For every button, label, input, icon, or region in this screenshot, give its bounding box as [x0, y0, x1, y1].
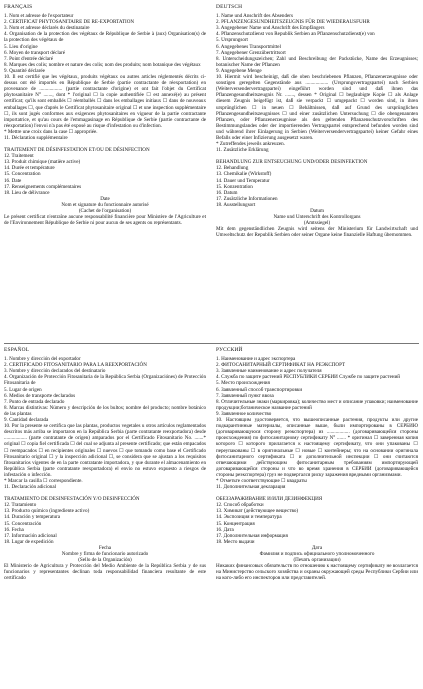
ru-field-10: 10. Настоящим удостоверяется, что вышеописанные растения, продукты или другие подкарантинные материалы, описанные выше, были импортированы в СЕРБИЮ (договаривающуюся сторону реэкспортера) из .................. (договаривающейся стороны происхождения) по фитосанитарному сертификату N° ....... * оригинал ☐ заверенная копия которого ☐ которого прилагается к настоящему сертификату, что они упакованы ☐ переупакованы ☐ в оригинальные ☐ новые ☐ контейнеры; что на основании оригинала фитосанитарного сертификата ☐ и дополнительной инспекции ☐ они считаются отвечающими действующим фитосанитарным требованиям импортирующей договаривающейся стороны и что во время хранения в СЕРБИИ (договаривающейся стороны реэкспортера) груз не подвергался риску заражения вредными организмами.	[216, 417, 418, 478]
ru-footer: Никаких финансовых обязательств по отношению к настоящему сертификату не возлагается на Министерство сельского хозяйства и охраны окружающей среды Республики Сербии или на кого-либо его инспекторов или представителей.	[216, 563, 418, 582]
spanish-section	[4, 347, 206, 581]
fr-field-12: 12. Traitement	[4, 153, 34, 160]
fr-field-6: 6. Moyen de transport déclaré	[4, 49, 65, 56]
ru-field-6: 6. Заявленный способ транспортировки	[216, 386, 303, 393]
fr-field-4: 4. Organisation de la protection des végétaux de République de Serbie à (aux) Organisation(s) de la protection des végétaux de	[4, 31, 206, 44]
ru-field-5: 5. Место происхождения	[216, 380, 270, 387]
ru-field-11: 11. Дополнительная декларация	[216, 484, 286, 491]
ru-field-8: 8. Отличительные знаки (маркировка); количество мест и описание упаковки; наименование продукции;ботаническое название растений	[216, 398, 418, 411]
de-field-4: 4. Pflanzenschutzdienst von Republik Serbien an Pflanzenschutzdienst(e) von	[216, 31, 375, 38]
fr-field-11: 11. Déclaration supplémentaire	[4, 134, 68, 141]
es-footer: El Ministerio de Agricultura y Protección del Medio Ambiente de la República Serbia y de sus funcionarios y representantes declinan toda responsabilidad financiera resultante de este certificado	[4, 563, 206, 582]
ru-field-4: 4. Служба по защите растений РЕСПУБЛИКИ СЕРБИИ Службе по защите растений	[216, 374, 401, 381]
french-section	[4, 4, 206, 226]
ru-field-14: 14. Экспозиция и температура	[216, 514, 282, 521]
ru-field-13: 13. Химикат (действующее вещество)	[216, 508, 299, 515]
fr-sig-date: Date	[100, 195, 110, 202]
de-field-15: 15. Konzentration	[216, 183, 253, 190]
es-field-7: 7. Punto de entrada declarado	[4, 398, 65, 405]
ru-field-2: 2. ФИТОСАНИТАРНЫЙ СЕРТИФИКАТ НА РЕЭКСПОРТ	[216, 362, 346, 369]
de-field-7: 7. Angegebener Grenzübertrittsort	[216, 49, 286, 56]
de-sig-date: Datum	[310, 208, 324, 214]
fr-field-18: 18. Lieu de délivrance	[4, 189, 50, 196]
ru-field-12: 12. Способ обработки	[216, 502, 264, 509]
es-field-9: 9. Cantidad declarada	[4, 417, 49, 424]
es-field-3: 3. Nombre y dirección declarados del destinatario	[4, 368, 106, 375]
de-treatment-heading: BEHANDLUNG ZUR ENTSEUCHUNG UND/ODER DESINFEKTION	[216, 159, 368, 166]
de-footer: Mit dem gegenständlichen Zeugnis wird seitens der Ministerium für Landwirtschaft und Umweltschutz der Republik Serbien oder seiner Organe keine finanzielle Haftung übernommen.	[216, 226, 418, 239]
fr-sig-name: Nom et signature du fonctionnaire autorisé	[61, 201, 149, 208]
es-field-16: 16. Fecha	[4, 526, 24, 533]
fr-field-16: 16. Date	[4, 177, 22, 184]
fr-field-7: 7. Point d'entrée déclaré	[4, 55, 54, 62]
de-field-10: 10. Hiermit wird bescheinigt, daß die oben beschriebenen Pflanzen, Pflanzenerzeugnisse oder sonstigen geregelten Gegenstände aus .................. (Ursprungsvertragspartei) nach Serbien (Weiterversendervertragspartei) eingeführt worden sind und daß ihnen das Pflanzengesundheitszeugnis Nr. ......., dessen * Original ☐ beglaubigte Kopie ☐ als Anlage diesem Zeugnis beigefügt ist, daß sie verpackt ☐ umgepackt ☐ worden sind, in ihren ursprünglichen ☐ in neuen ☐ Behältnissen, daß auf Grund des ursprünglichen Pflanzengesundheitszeugnisses ☐ und einer zusätzlichen Untersuchung ☐ die obengenannten Pflanzen, oder Pflanzenerzeugnisse als den geltenden Pflanzenschutzvorschriften des Bestimmungslandes oder der importierenden Vertragspartei entsprechend befunden worden sind und während ihrer Einlagerung in Serbien (Weiterversendervertragspartei) keiner Gefahr eines Befalls oder einer Infizierung ausgesetzt waren.	[216, 74, 418, 141]
de-field-11: 11. Zusätzliche Erklärung	[216, 147, 269, 154]
french-heading: FRANÇAIS	[4, 4, 33, 10]
fr-field-17: 17. Renseignements complémentaires	[4, 183, 82, 190]
es-field-6: 6. Medios de transporte declarados	[4, 392, 76, 399]
fr-checkbox-note: * Mettre une croix dans la case ☐ appropriée.	[4, 128, 98, 135]
ru-field-15: 15. Концентрация	[216, 520, 255, 527]
fr-field-2: 2. CERTIFICAT PHYTOSANITAIRE DE RE-EXPORTATION	[4, 19, 135, 26]
es-field-8: 8. Marcas distintivas: Número y descripción de los bultos; nombre del producto; nombre botánico de las plantas	[4, 404, 206, 417]
es-field-1: 1. Nombre y dirección del exportador	[4, 356, 81, 363]
russian-heading: РУССКИЙ	[216, 347, 243, 353]
de-field-6: 6. Angegebenes Transportmittel	[216, 43, 281, 50]
es-sig-name: Nombre y firma de funcionario autorizado	[61, 551, 149, 557]
es-field-14: 14. Duración y temperatura	[4, 514, 61, 521]
es-field-2: 2. CERTIFICADO FITOSANITARIO PARA LA REEXPORTACIÓN	[4, 362, 147, 369]
ru-sig-name: Фамилия и подпись официального уполномоченного	[259, 551, 375, 557]
ru-field-3: 3. Заявленные наименование и адрес получателя	[216, 368, 322, 375]
fr-field-1: 1. Nom et adresse de l'exportateur	[4, 13, 74, 20]
de-field-8: 8. Unterscheidungszeichen; Zahl und Beschreibung der Packstücke, Name des Erzeugnisses; botanischer Name der Pflanzen	[216, 55, 418, 68]
ru-field-17: 17. Дополнительная информация	[216, 532, 288, 539]
spanish-heading: ESPAÑOL	[4, 347, 30, 353]
german-section	[216, 4, 418, 238]
fr-field-10: 10. Il est certifié que les végétaux, produits végétaux ou autres articles réglementés décrits ci-dessus ont été importés en République de Serbie (partie contractante de réexportation) en provenance de .................. (partie contractante d'origine) et ont fait l'objet du Certificat phytosanitaire N° ......., dont * l'original ☐ la copie authentifiée ☐ est annexé(e) au présent certificat; qu'ils sont emballés ☐ réemballés ☐ dans les emballages initiaux ☐ dans de nouveaux emballages ☐, que d'après le Certificat phytosanitaire original ☐ et une inspection supplémentaire ☐, ils sont jugés conformes aux exigences phytosanitaires en vigueur de la partie contractante importatrice, et qu'au cours de l'emmagasinage en République de Serbie (partie contractante de réexportation) l'envoi n'a pas été exposé au risque d'infestation ou d'infection.	[4, 74, 206, 129]
es-treatment-heading: TRATAMIENTO DE DESINFESTACIÓN Y/O DESINFECCIÓN	[4, 496, 140, 503]
de-sig-name: Name und Unterschrift des Kontrollorgans	[273, 214, 361, 221]
es-field-5: 5. Lugar de origen	[4, 386, 42, 393]
de-checkbox-note: * Zutreffendes jeweils ankreuzen.	[216, 141, 285, 148]
quadrant-divider	[4, 343, 419, 344]
es-field-18: 18. Lugar de expedición	[4, 538, 54, 545]
german-heading: DEUTSCH	[216, 4, 243, 10]
fr-field-14: 14. Durée et température	[4, 165, 55, 172]
fr-treatment-heading: TRAITEMENT DE DÉSINFESTATION ET/OU DE DÉSINFECTION	[4, 147, 150, 154]
de-field-9: 9. Angegebene Menge	[216, 67, 262, 74]
russian-section	[216, 347, 418, 581]
es-field-15: 15. Concentración	[4, 520, 42, 527]
ru-field-16: 16. Дата	[216, 526, 234, 533]
ru-field-7: 7. Заявленный пункт ввоза	[216, 392, 274, 399]
ru-sig-stamp: (Печать организации)	[293, 557, 341, 564]
ru-sig-date: Дата	[311, 544, 323, 551]
de-field-13: 13. Chemikalie (Wirkstoff)	[216, 171, 272, 178]
es-field-12: 12. Tratamiento	[4, 502, 37, 509]
fr-field-15: 15. Concentration	[4, 171, 41, 178]
fr-footer: Le présent certificat n'entraîne aucune responsabilité financière pour Ministère de l'Agriculture et de l'Environnement République de Serbie ni pour aucun de ses agents ou représentants.	[4, 214, 206, 227]
de-sig-stamp: (Amtssiegel)	[303, 220, 331, 227]
de-field-12: 12. Behandlung	[216, 165, 249, 172]
de-field-3: 3. Angegebener Name und Anschrift des Empfängers	[216, 25, 325, 32]
ru-treatment-heading: ОБЕЗЗАРАЖИВАНИЕ И/ИЛИ ДЕЗИНФЕКЦИЯ	[216, 496, 323, 503]
ru-checkbox-note: * Отметьте соответствующие ☐ квадраты	[216, 477, 307, 484]
fr-field-8: 8. Marques des colis; nombre et nature des colis; nom des produits; nom botanique des végétaux	[4, 61, 201, 68]
ru-field-18: 18. Место выдачи	[216, 538, 255, 545]
es-field-13: 13. Producto químico (ingrediente activo)	[4, 508, 90, 515]
fr-field-3: 3. Nom et adresse déclarés du destinataire	[4, 25, 90, 32]
de-field-18: 18. Ausstellungsort	[216, 201, 256, 208]
de-field-17: 17. Zusätzliche Informationen	[216, 195, 278, 202]
es-field-10: 10. Por la presente se certifica que las plantas, productos vegetales u otros artículos reglamentados descritos más arriba se importaron en la República Serbia (parte contratante reexportadora) desde .................. (parte contratante de origen) amparados por el Certificado Fitosanitario No. .......* original ☐ copia fiel certificada ☐ del cual se adjunta al presente certificado; que están empacados ☐ reempacados ☐ en recipientes originales ☐ nuevos ☐ que tomando como base el Certificado Fitosanitario original ☐ y la inspección adicional ☐, se considera que se ajustan a los requisitos fitosanitarios vigentes de en la parte contratante importadora, y que durante el almacenamiento en República Serbia (parte contratante reexportadora) el envío no estuvo expuesto a riesgos de infestación o infección.	[4, 423, 206, 478]
de-field-14: 14. Dauer und Temperatur	[216, 177, 270, 184]
es-checkbox-note: * Marcar la casilla ☐ correspondiente.	[4, 477, 83, 484]
es-sig-stamp: (Sello de la Organización)	[78, 557, 132, 564]
es-field-17: 17. Información adicional	[4, 532, 57, 539]
fr-field-9: 9. Quantité déclarée	[4, 67, 45, 74]
de-field-2: 2. PFLANZENGESUNDHEITSZEUGNIS FÜR DIE WIEDERAUSFUHR	[216, 19, 370, 26]
fr-sig-stamp: (Cachet de l'organisation)	[78, 208, 132, 214]
de-field-5: 5. Ursprungsort	[216, 37, 248, 44]
es-field-11: 11. Declaración adicional	[4, 484, 56, 491]
es-sig-date: Fecha	[98, 544, 112, 551]
ru-field-1: 1. Наименование и адрес экспортера	[216, 356, 296, 363]
fr-field-5: 5. Lieu d'origine	[4, 43, 38, 50]
fr-field-13: 13. Produit chimique (matière active)	[4, 159, 81, 166]
de-field-1: 1. Name und Anschrift des Absenders	[216, 13, 293, 20]
de-field-16: 16. Datum	[216, 189, 238, 196]
ru-field-9: 9. Заявленное количество	[216, 410, 272, 417]
es-field-4: 4. Organización de Protección Fitosanitaria de la República Serbia (Organizaciónes) de Protección Fitosanitaria de	[4, 374, 206, 387]
